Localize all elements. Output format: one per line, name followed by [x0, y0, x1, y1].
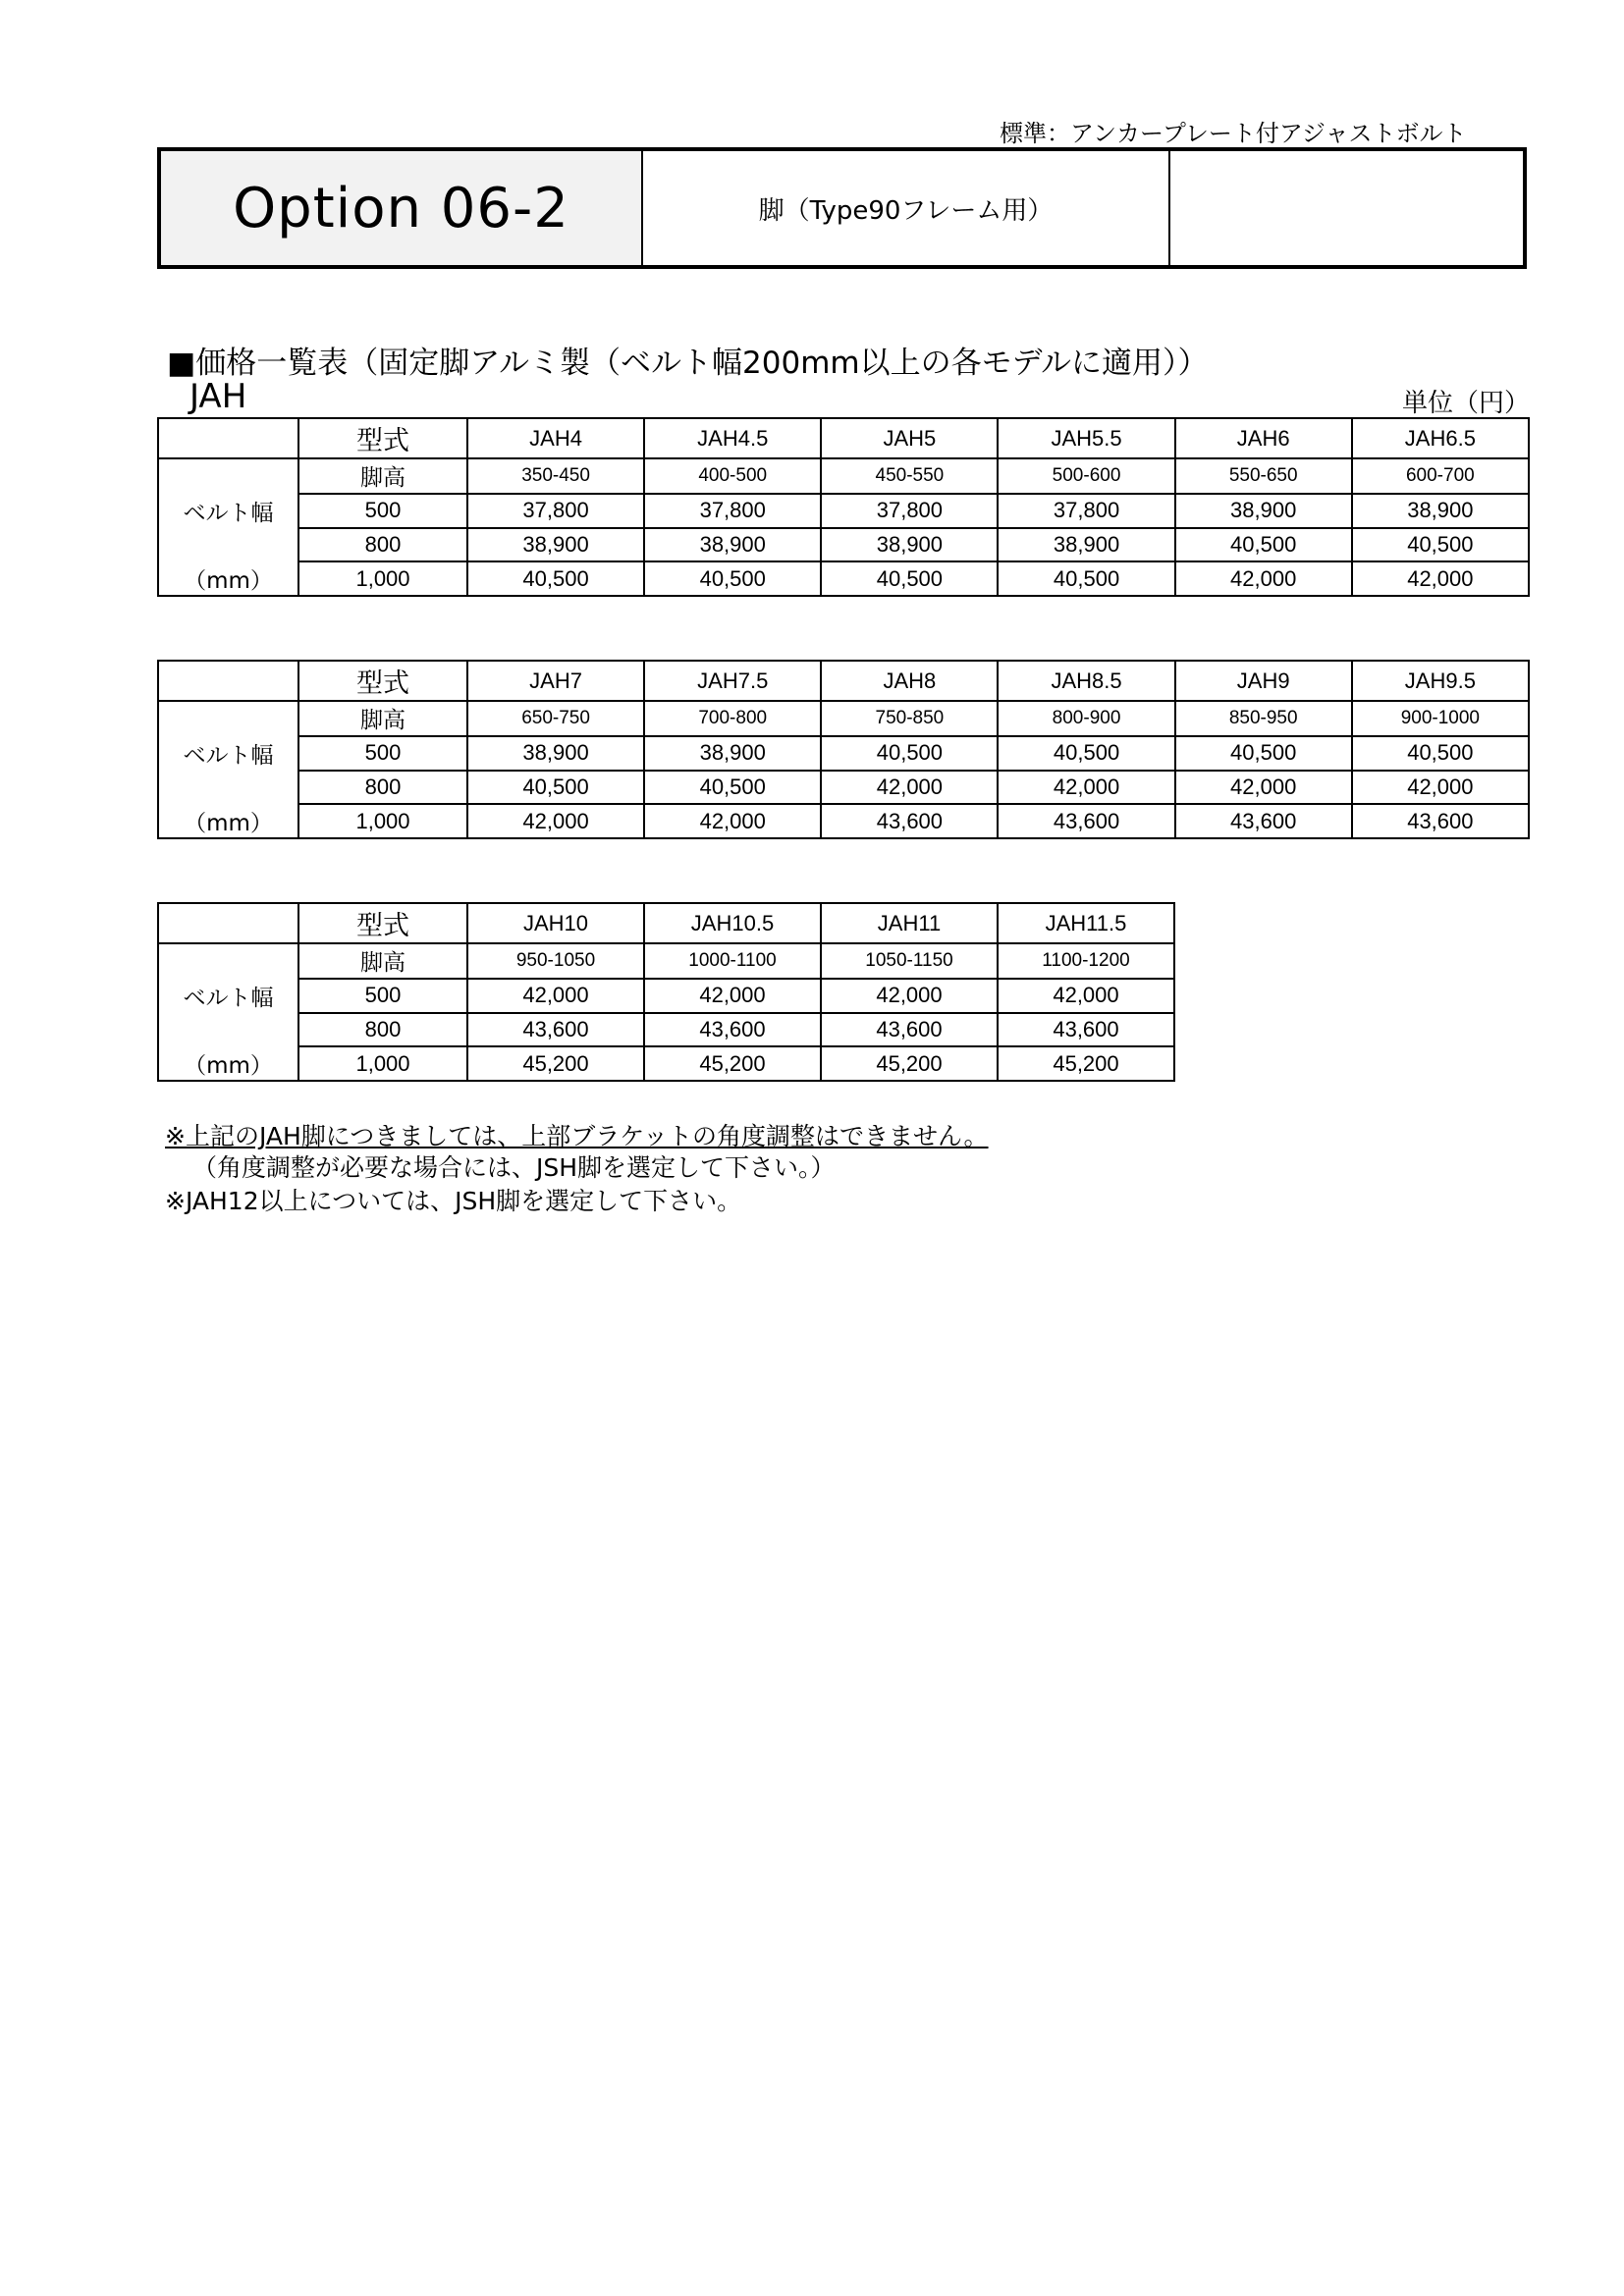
price-cell: 43,600: [821, 804, 998, 838]
model-cell: JAH4: [467, 418, 644, 458]
price-table-2: [157, 660, 1530, 839]
price-cell: 40,500: [1175, 528, 1352, 562]
belt-width-value: 1,000: [298, 1046, 467, 1081]
price-row: [158, 771, 1529, 805]
model-cell: JAH10.5: [644, 903, 821, 943]
belt-width-label-cell: [158, 458, 298, 596]
price-cell: 37,800: [821, 494, 998, 528]
model-cell: JAH11: [821, 903, 998, 943]
model-cell: JAH6: [1175, 418, 1352, 458]
model-cell: JAH5: [821, 418, 998, 458]
height-cell: 400-500: [644, 458, 821, 494]
height-header: 脚高: [298, 458, 467, 494]
price-cell: 45,200: [467, 1046, 644, 1081]
price-cell: 37,800: [467, 494, 644, 528]
belt-width-value: 1,000: [298, 561, 467, 596]
mm-unit-label: （mm）: [184, 568, 273, 594]
model-cell: JAH5.5: [998, 418, 1174, 458]
height-cell: 1000-1100: [644, 943, 821, 979]
price-cell: 43,600: [467, 1013, 644, 1047]
price-table-3: [157, 902, 1175, 1082]
price-cell: 40,500: [821, 736, 998, 771]
mm-unit-label: （mm）: [184, 1053, 273, 1079]
price-cell: 45,200: [998, 1046, 1174, 1081]
belt-width-value: 500: [298, 979, 467, 1013]
height-cell: 350-450: [467, 458, 644, 494]
model-header: 型式: [298, 903, 467, 943]
corner-cell: [158, 418, 298, 458]
belt-width-value: 800: [298, 528, 467, 562]
height-header: 脚高: [298, 943, 467, 979]
note-no-angle-adjust: ※上記のJAH脚につきましては、上部ブラケットの角度調整はできません。: [165, 1122, 989, 1150]
option-number-cell: [161, 151, 643, 265]
model-cell: JAH10: [467, 903, 644, 943]
belt-width-label: ベルト幅: [183, 501, 274, 526]
price-cell: 40,500: [467, 561, 644, 596]
price-cell: 43,600: [998, 1013, 1174, 1047]
price-cell: 42,000: [998, 979, 1174, 1013]
price-cell: 38,900: [1175, 494, 1352, 528]
price-cell: 42,000: [467, 804, 644, 838]
model-cell: JAH9: [1175, 661, 1352, 701]
option-header-box: [157, 147, 1527, 269]
model-cell: JAH9.5: [1352, 661, 1529, 701]
option-title: Option 06-2: [233, 176, 569, 240]
height-cell: 650-750: [467, 701, 644, 736]
price-cell: 42,000: [1352, 771, 1529, 805]
model-cell: JAH8: [821, 661, 998, 701]
model-row: [158, 903, 1174, 943]
model-cell: JAH11.5: [998, 903, 1174, 943]
product-type-name: 脚（Type90フレーム用）: [758, 195, 1054, 226]
price-cell: 40,500: [1175, 736, 1352, 771]
price-cell: 42,000: [644, 804, 821, 838]
height-row: [158, 943, 1174, 979]
price-row: [158, 1046, 1174, 1081]
unit-label: 単位（円）: [1402, 389, 1531, 418]
price-cell: 42,000: [1352, 561, 1529, 596]
price-row: [158, 804, 1529, 838]
price-cell: 40,500: [821, 561, 998, 596]
height-cell: 500-600: [998, 458, 1174, 494]
belt-width-value: 500: [298, 736, 467, 771]
note-jah12-above: ※JAH12以上については、JSH脚を選定して下さい。: [165, 1187, 742, 1215]
price-cell: 37,800: [998, 494, 1174, 528]
price-cell: 43,600: [998, 804, 1174, 838]
section-title: ■価格一覧表（固定脚アルミ製（ベルト幅200mm以上の各モデルに適用））: [167, 346, 1209, 381]
height-header: 脚高: [298, 701, 467, 736]
model-cell: JAH7: [467, 661, 644, 701]
standard-note: 標準：アンカープレート付アジャストボルト: [1000, 120, 1467, 147]
price-row: [158, 736, 1529, 771]
belt-width-value: 500: [298, 494, 467, 528]
model-header: 型式: [298, 661, 467, 701]
price-row: [158, 1013, 1174, 1047]
price-cell: 42,000: [1175, 771, 1352, 805]
price-cell: 43,600: [1352, 804, 1529, 838]
height-row: [158, 458, 1529, 494]
height-cell: 750-850: [821, 701, 998, 736]
height-cell: 600-700: [1352, 458, 1529, 494]
price-row: [158, 528, 1529, 562]
belt-width-label-cell: [158, 701, 298, 838]
belt-width-label: ベルト幅: [183, 743, 274, 769]
belt-width-value: 800: [298, 1013, 467, 1047]
height-cell: 1100-1200: [998, 943, 1174, 979]
height-row: [158, 701, 1529, 736]
mm-unit-label: （mm）: [184, 811, 273, 836]
height-cell: 550-650: [1175, 458, 1352, 494]
price-cell: 42,000: [998, 771, 1174, 805]
note-use-jsh: （角度調整が必要な場合には、JSH脚を選定して下さい。）: [192, 1153, 836, 1182]
model-row: [158, 418, 1529, 458]
price-cell: 40,500: [644, 561, 821, 596]
price-row: [158, 494, 1529, 528]
price-table-1: [157, 417, 1530, 597]
price-cell: 40,500: [998, 736, 1174, 771]
price-cell: 38,900: [467, 528, 644, 562]
height-cell: 800-900: [998, 701, 1174, 736]
price-cell: 37,800: [644, 494, 821, 528]
price-cell: 40,500: [1352, 528, 1529, 562]
price-row: [158, 561, 1529, 596]
height-cell: 1050-1150: [821, 943, 998, 979]
height-cell: 950-1050: [467, 943, 644, 979]
price-cell: 38,900: [1352, 494, 1529, 528]
price-cell: 43,600: [644, 1013, 821, 1047]
price-cell: 38,900: [644, 736, 821, 771]
series-label: JAH: [189, 377, 247, 416]
belt-width-label: ベルト幅: [183, 986, 274, 1011]
price-cell: 42,000: [644, 979, 821, 1013]
price-cell: 40,500: [1352, 736, 1529, 771]
height-cell: 850-950: [1175, 701, 1352, 736]
price-row: [158, 979, 1174, 1013]
model-cell: JAH8.5: [998, 661, 1174, 701]
model-cell: JAH7.5: [644, 661, 821, 701]
price-cell: 42,000: [467, 979, 644, 1013]
height-cell: 700-800: [644, 701, 821, 736]
belt-width-value: 800: [298, 771, 467, 805]
model-cell: JAH6.5: [1352, 418, 1529, 458]
price-cell: 40,500: [467, 771, 644, 805]
blank-cell: [1170, 151, 1523, 265]
price-cell: 43,600: [821, 1013, 998, 1047]
belt-width-label-cell: [158, 943, 298, 1081]
price-cell: 43,600: [1175, 804, 1352, 838]
price-cell: 42,000: [821, 771, 998, 805]
price-cell: 45,200: [644, 1046, 821, 1081]
price-cell: 38,900: [821, 528, 998, 562]
height-cell: 450-550: [821, 458, 998, 494]
price-cell: 38,900: [998, 528, 1174, 562]
price-cell: 42,000: [1175, 561, 1352, 596]
price-cell: 38,900: [467, 736, 644, 771]
price-cell: 40,500: [998, 561, 1174, 596]
price-cell: 42,000: [821, 979, 998, 1013]
product-type-cell: [643, 151, 1170, 265]
price-cell: 38,900: [644, 528, 821, 562]
model-cell: JAH4.5: [644, 418, 821, 458]
corner-cell: [158, 661, 298, 701]
model-row: [158, 661, 1529, 701]
model-header: 型式: [298, 418, 467, 458]
belt-width-value: 1,000: [298, 804, 467, 838]
corner-cell: [158, 903, 298, 943]
price-cell: 40,500: [644, 771, 821, 805]
height-cell: 900-1000: [1352, 701, 1529, 736]
price-cell: 45,200: [821, 1046, 998, 1081]
